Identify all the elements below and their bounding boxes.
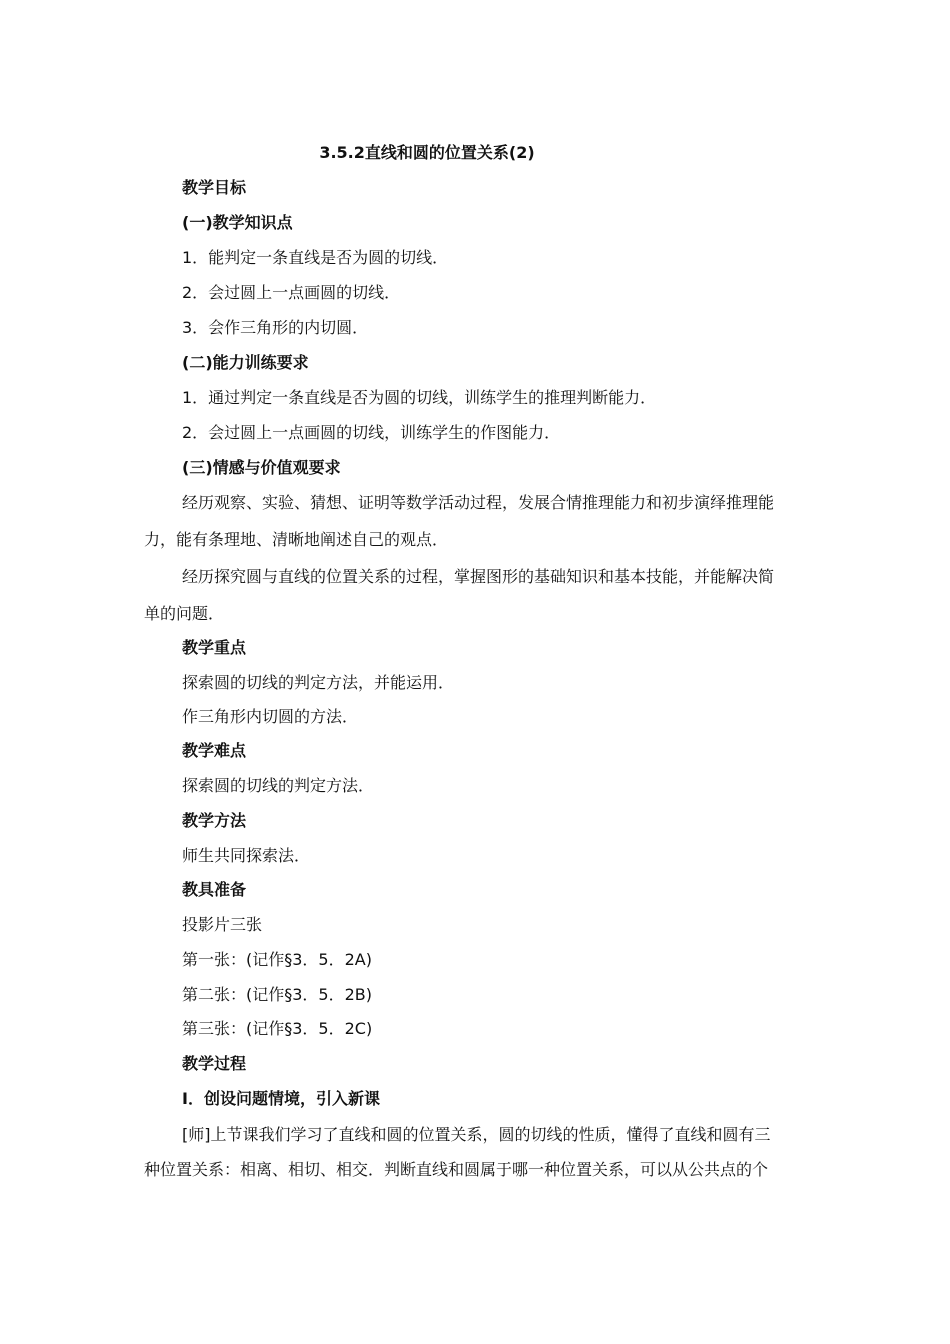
paragraph-line: 经历探究圆与直线的位置关系的过程，掌握图形的基础知识和基本技能，并能解决简 bbox=[182, 567, 775, 586]
paragraph-line: 第二张：(记作§3．5．2B) bbox=[182, 985, 373, 1004]
paragraph-line: 单的问题． bbox=[144, 604, 225, 623]
subheading-emotion-values: (三)情感与价值观要求 bbox=[182, 458, 341, 477]
subheading-section-one: Ⅰ．创设问题情境，引入新课 bbox=[182, 1089, 380, 1108]
paragraph-line: 经历观察、实验、猜想、证明等数学活动过程，发展合情推理能力和初步演绎推理能 bbox=[182, 493, 775, 512]
paragraph-line: 2．会过圆上一点画圆的切线． bbox=[182, 283, 401, 302]
subheading-ability-training: (二)能力训练要求 bbox=[182, 353, 309, 372]
paragraph-line: 2．会过圆上一点画圆的切线，训练学生的作图能力． bbox=[182, 423, 561, 442]
heading-difficulties: 教学难点 bbox=[182, 741, 247, 760]
subheading-knowledge-points: (一)教学知识点 bbox=[182, 213, 293, 232]
heading-teaching-process: 教学过程 bbox=[182, 1054, 247, 1073]
paragraph-line: [师]上节课我们学习了直线和圆的位置关系，圆的切线的性质，懂得了直线和圆有三 bbox=[182, 1125, 771, 1144]
paragraph-line: 作三角形内切圆的方法． bbox=[182, 707, 359, 726]
paragraph-line: 第一张：(记作§3．5．2A) bbox=[182, 950, 372, 969]
paragraph-line: 1．通过判定一条直线是否为圆的切线，训练学生的推理判断能力． bbox=[182, 388, 657, 407]
paragraph-line: 3．会作三角形的内切圆． bbox=[182, 318, 369, 337]
paragraph-line: 种位置关系：相离、相切、相交．判断直线和圆属于哪一种位置关系，可以从公共点的个 bbox=[144, 1160, 769, 1179]
heading-key-points: 教学重点 bbox=[182, 638, 247, 657]
paragraph-line: 第三张：(记作§3．5．2C) bbox=[182, 1019, 373, 1038]
page-title: 3.5.2直线和圆的位置关系(2) bbox=[319, 143, 535, 162]
paragraph-line: 投影片三张 bbox=[182, 915, 263, 934]
paragraph-line: 探索圆的切线的判定方法． bbox=[182, 776, 375, 795]
heading-teaching-aids: 教具准备 bbox=[182, 880, 247, 899]
heading-teaching-objectives: 教学目标 bbox=[182, 178, 247, 197]
paragraph-line: 力，能有条理地、清晰地阐述自己的观点． bbox=[144, 530, 449, 549]
paragraph-line: 探索圆的切线的判定方法，并能运用． bbox=[182, 673, 455, 692]
paragraph-line: 1．能判定一条直线是否为圆的切线． bbox=[182, 248, 449, 267]
heading-teaching-method: 教学方法 bbox=[182, 811, 247, 830]
paragraph-line: 师生共同探索法． bbox=[182, 846, 311, 865]
